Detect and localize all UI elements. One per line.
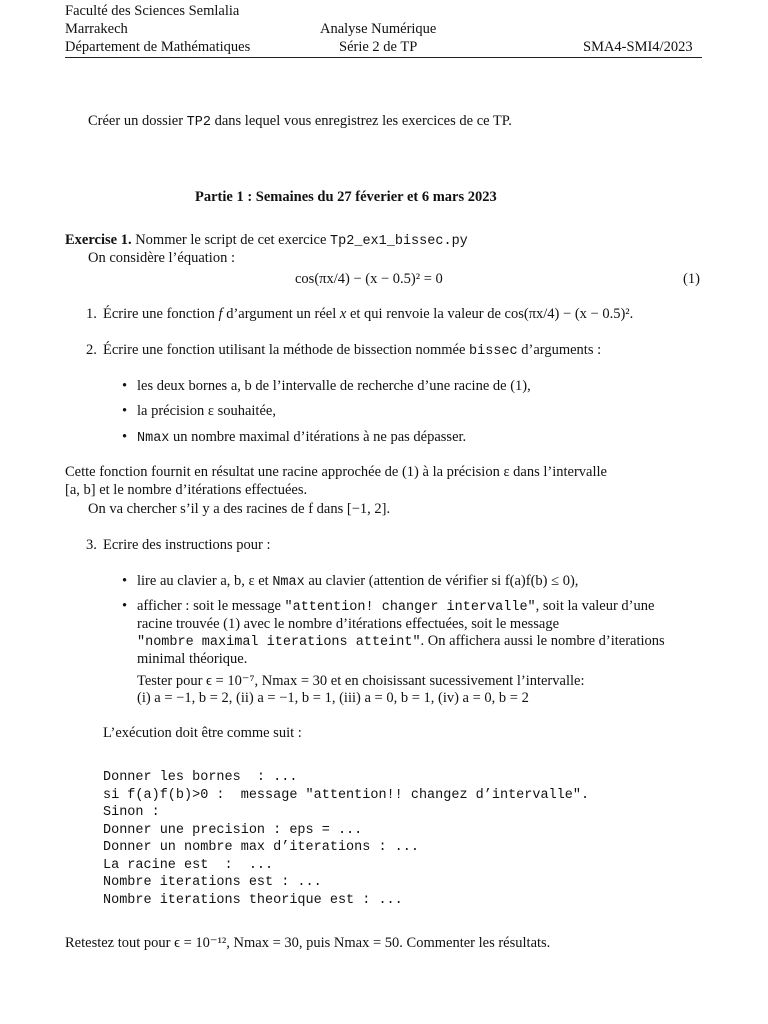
q3-b2-l1-code: "attention! changer intervalle" xyxy=(284,600,536,615)
q3-display-line2: racine trouvée (1) avec le nombre d’itérations effectuées, soit le message xyxy=(137,616,560,632)
header-class-year: SMA4-SMI4/2023 xyxy=(583,39,693,55)
q3-display-line4: minimal théorique. xyxy=(137,651,248,667)
exercise-label: Exercise 1. xyxy=(65,232,132,248)
code-line: Donner un nombre max d’iterations : ... xyxy=(103,840,419,855)
q2-text-b: d’arguments : xyxy=(517,342,602,358)
exercise-consider: On considère l’équation : xyxy=(88,250,235,266)
q2-bullet-nmax xyxy=(137,429,466,446)
q3-display-line3 xyxy=(137,633,665,650)
q3-b1-b: au clavier (attention de vérifier si f(a)f(b) ≤ 0), xyxy=(304,573,579,589)
q3-b2-l1-b: , soit la valeur d’une xyxy=(535,598,655,614)
intro-line xyxy=(88,113,512,130)
q3-b2-l3-code: "nombre maximal iterations atteint" xyxy=(137,635,421,650)
header-department: Département de Mathématiques xyxy=(65,39,251,55)
code-line: si f(a)f(b)>0 : message "attention!! changez d’intervalle". xyxy=(103,788,590,803)
q3-b1-code: Nmax xyxy=(272,575,305,590)
code-line: La racine est : ... xyxy=(103,858,274,873)
q1-number: 1. xyxy=(86,306,97,322)
part-title: Partie 1 : Semaines du 27 féverier et 6 mars 2023 xyxy=(195,189,497,205)
intro-after: dans lequel vous enregistrez les exercices de ce TP. xyxy=(210,113,512,129)
header-rule xyxy=(65,57,702,58)
q3-text: Ecrire des instructions pour : xyxy=(103,537,271,553)
exercise-script-name: Tp2_ex1_bissec.py xyxy=(330,234,468,249)
code-line: Donner les bornes : ... xyxy=(103,770,298,785)
q1-text xyxy=(103,306,633,323)
q2-bullet-bounds: • les deux bornes a, b de l’intervalle de recherche d’une racine de (1), xyxy=(137,378,531,395)
q1-f: f xyxy=(218,306,223,322)
q1-text-b: d’argument un réel xyxy=(222,306,340,322)
equation-number: (1) xyxy=(683,271,700,287)
para-line2: [a, b] et le nombre d’itérations effectuées. xyxy=(65,482,308,498)
final-instruction: Retestez tout pour ϵ = 10⁻¹², Nmax = 30, puis Nmax = 50. Commenter les résultats. xyxy=(65,935,551,951)
q3-test-line1: Tester pour ϵ = 10⁻⁷, Nmax = 30 et en choisissant sucessivement l’intervalle: xyxy=(137,673,585,689)
q3-b1-a: lire au clavier a, b, ε et xyxy=(137,573,273,589)
code-line: Donner une precision : eps = ... xyxy=(103,823,363,838)
code-line: Sinon : xyxy=(103,805,160,820)
header-city: Marrakech xyxy=(65,21,128,37)
q2-nmax-text: un nombre maximal d’itérations à ne pas dépasser. xyxy=(169,429,467,445)
code-line: Nombre iterations est : ... xyxy=(103,875,322,890)
q3-bullet-read xyxy=(137,573,578,590)
q2-number: 2. xyxy=(86,342,97,358)
q2-nmax-code: Nmax xyxy=(137,431,170,446)
exercise-heading xyxy=(65,232,468,249)
intro-folder: TP2 xyxy=(186,115,211,130)
q2-text-a: Écrire une fonction utilisant la méthode de bissection nommée xyxy=(103,342,470,358)
q3-bullet-display-line1 xyxy=(137,598,654,615)
q3-b2-l3-b: . On affichera aussi le nombre d’iterations xyxy=(420,633,665,649)
code-line: Nombre iterations theorique est : ... xyxy=(103,893,403,908)
q2-text xyxy=(103,342,601,359)
q3-number: 3. xyxy=(86,537,97,553)
q3-b2-l1-a: afficher : soit le message xyxy=(137,598,285,614)
para-line3: On va chercher s’il y a des racines de f dans [−1, 2]. xyxy=(88,501,391,517)
q1-text-a: Écrire une fonction xyxy=(103,306,219,322)
exercise-text: Nommer le script de cet exercice xyxy=(131,232,331,248)
equation: cos(πx/4) − (x − 0.5)² = 0 xyxy=(295,271,443,287)
q1-text-c: et qui renvoie la valeur de cos(πx/4) − (x − 0.5)². xyxy=(346,306,634,322)
q1-x: x xyxy=(339,306,347,322)
q3-test-line2: (i) a = −1, b = 2, (ii) a = −1, b = 1, (iii) a = 0, b = 1, (iv) a = 0, b = 2 xyxy=(137,690,529,706)
header-series: Série 2 de TP xyxy=(339,39,418,55)
header-course: Analyse Numérique xyxy=(320,21,437,37)
q3-execution-intro: L’exécution doit être comme suit : xyxy=(103,725,302,741)
header-faculty: Faculté des Sciences Semlalia xyxy=(65,3,240,19)
intro-before: Créer un dossier xyxy=(88,113,187,129)
para-line1: Cette fonction fournit en résultat une racine approchée de (1) à la précision ε dans l’intervalle xyxy=(65,464,607,480)
q2-function-name: bissec xyxy=(469,344,518,359)
q2-bullet-precision: • la précision ε souhaitée, xyxy=(137,403,276,420)
